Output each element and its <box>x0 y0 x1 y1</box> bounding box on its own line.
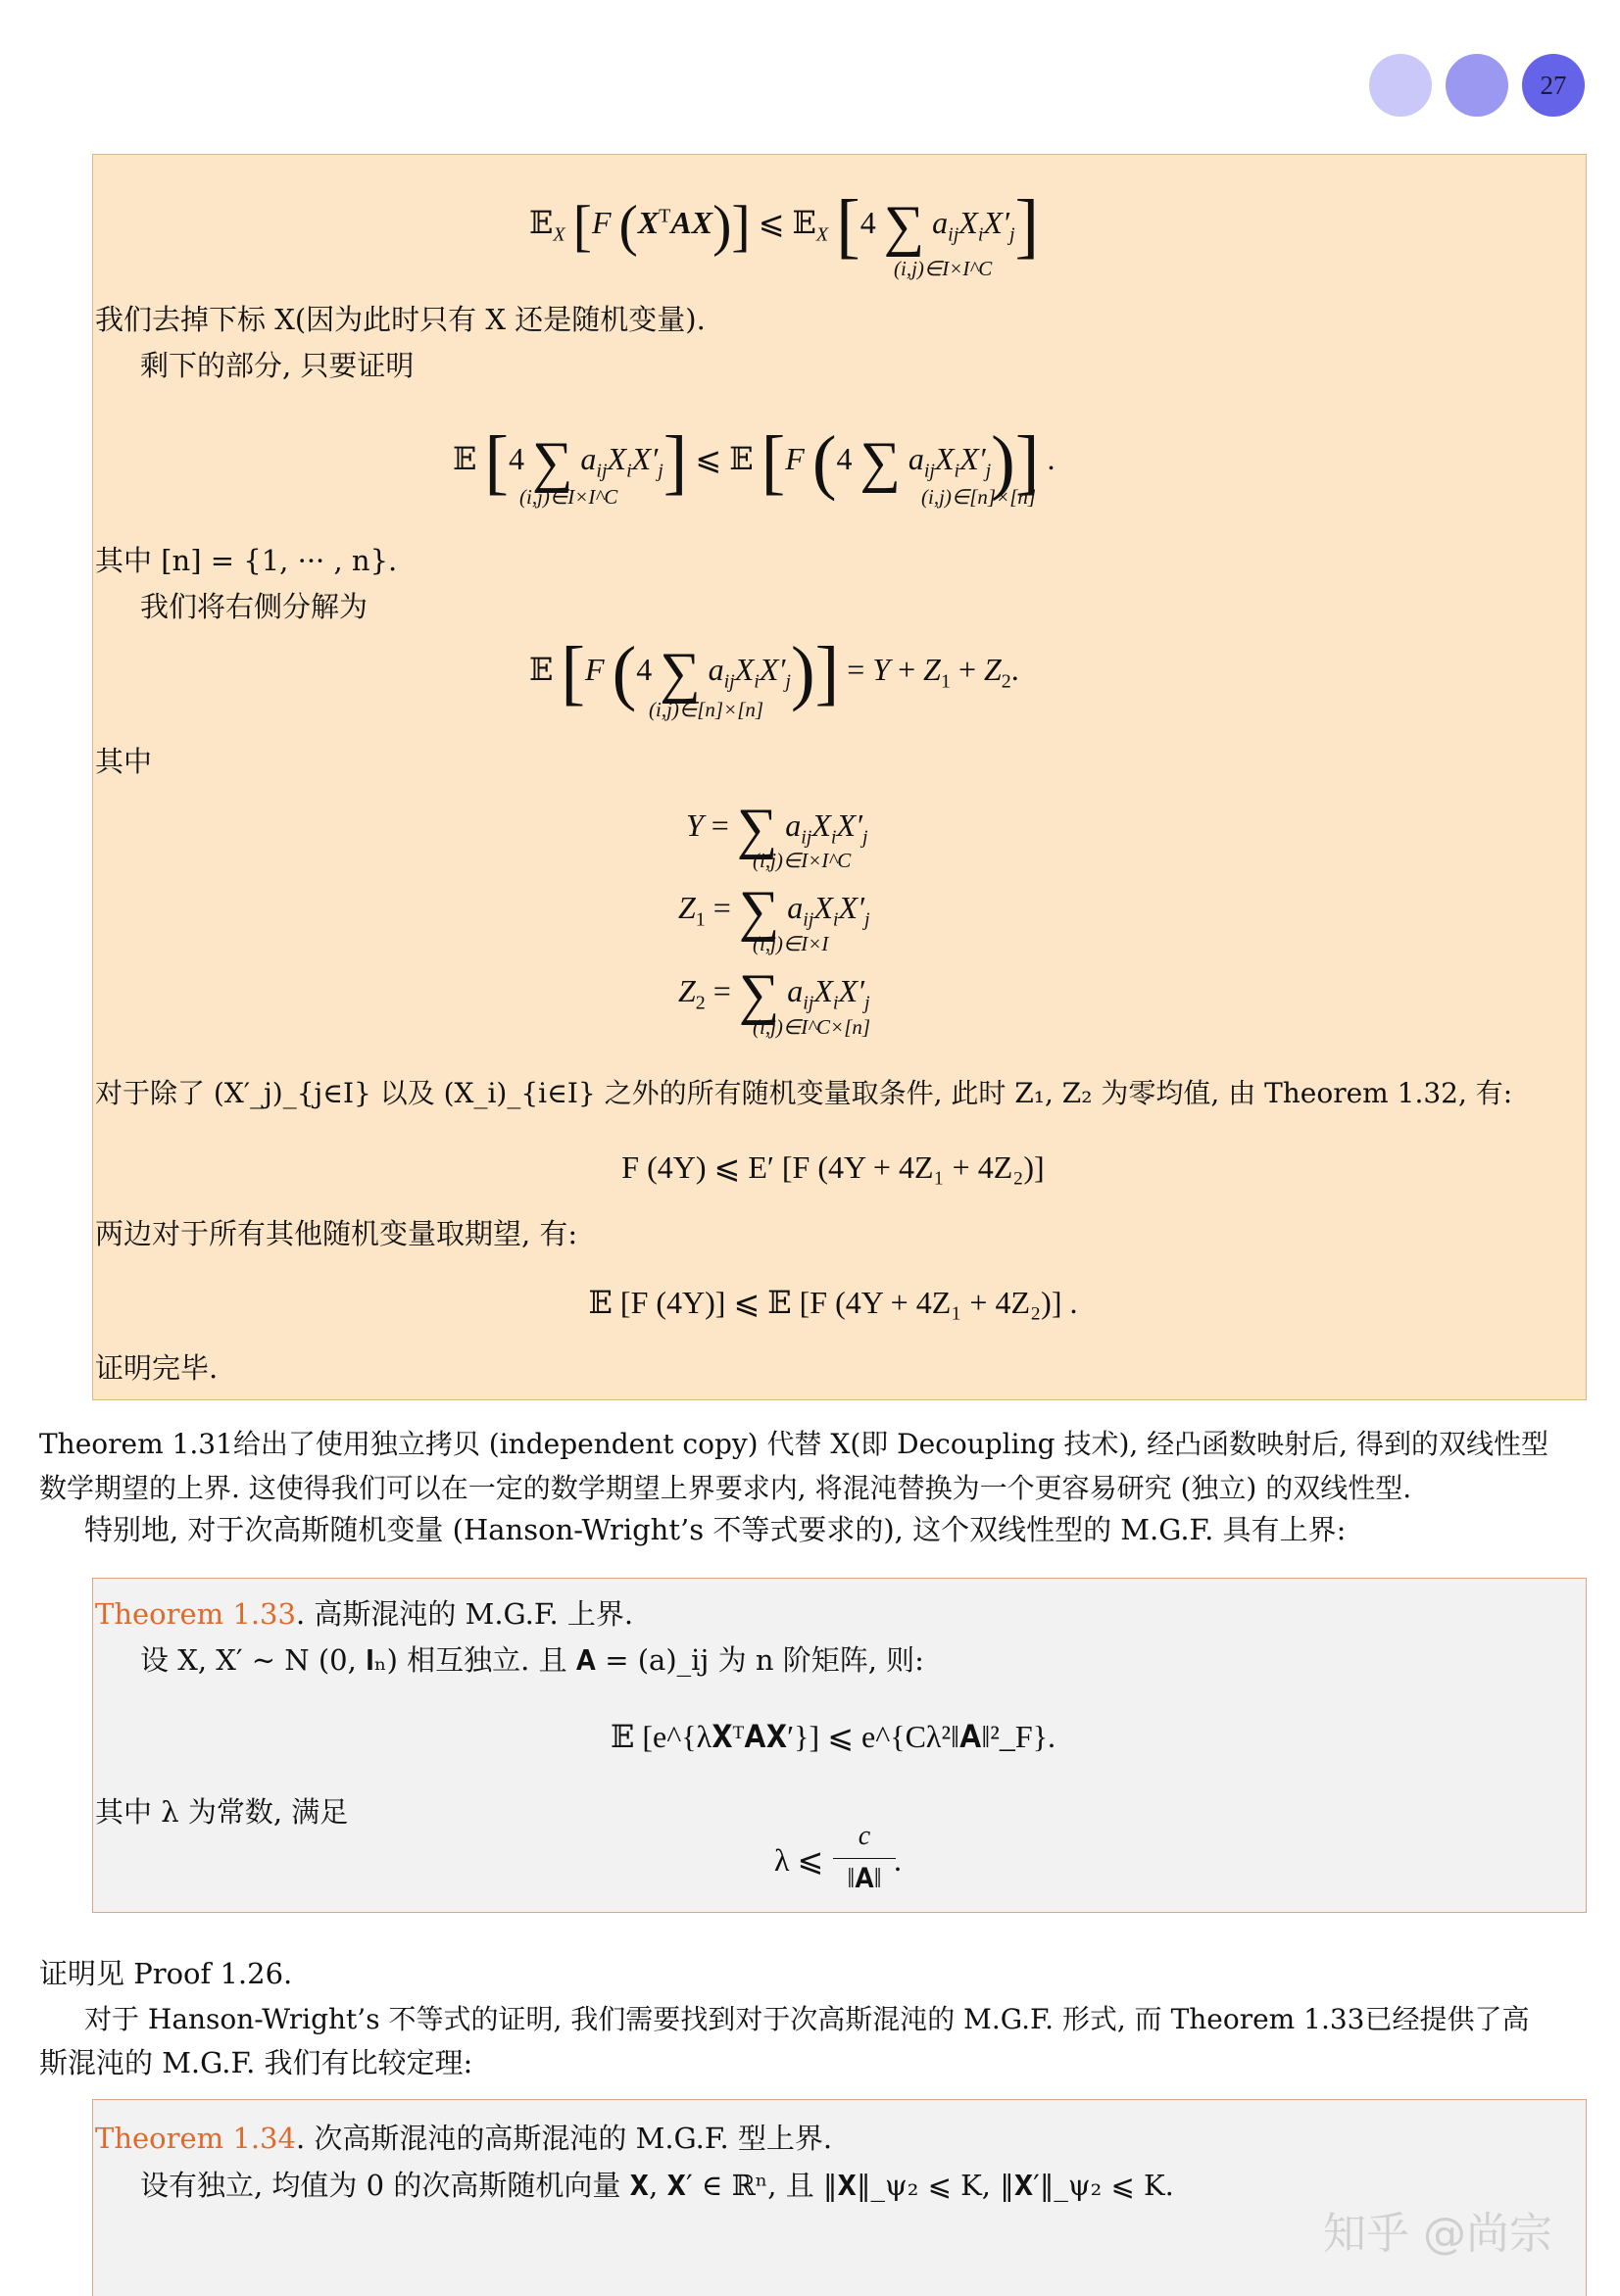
para1-line1: Theorem 1.31给出了使用独立拷贝 (independent copy) 代替 X(即 Decoupling 技术), 经凸函数映射后, 得到的双线性型 <box>39 1428 1548 1460</box>
proof-eq-y-sub: (i,j)∈I×I^C <box>753 849 852 872</box>
proof-line-6: 对于除了 (X′_j)_{j∈I} 以及 (X_i)_{i∈I} 之外的所有随机变量取条件, 此时 Z₁, Z₂ 为零均值, 由 Theorem 1.32, 有: <box>95 1077 1513 1109</box>
para4-line2: 斯混沌的 M.G.F. 我们有比较定理: <box>39 2046 473 2079</box>
proof-line-8: 证明完毕. <box>95 1351 219 1385</box>
proof-eq-y: Y = ∑ $a_{ij}X_iX'_j$ <box>686 796 868 860</box>
proof-eq2: 𝔼 [4 ∑ $a_{ij}X_iX'_j$] ⩽ 𝔼 [F (4 ∑ $a_{ij}X_iX'_j$)] . <box>453 421 1055 503</box>
theorem-1-33-eq2 <box>774 1821 921 1899</box>
proof-eq-z1: $Z_1$ = ∑ $a_{ij}X_iX'_j$ <box>678 878 870 943</box>
theorem-1-34-line1: 设有独立, 均值为 0 的次高斯随机向量 𝐗, 𝐗′ ∈ ℝⁿ, 且 ‖𝐗‖_ψ₂ ⩽ K, ‖𝐗′‖_ψ₂ ⩽ K. <box>140 2169 1174 2202</box>
para1-line2: 数学期望的上界. 这使得我们可以在一定的数学期望上界要求内, 将混沌替换为一个更容易研究 (独立) 的双线性型. <box>39 1472 1412 1504</box>
proof-eq-z2-sub: (i,j)∈I^C×[n] <box>753 1015 871 1039</box>
para2: 特别地, 对于次高斯随机变量 (Hanson-Wright’s 不等式要求的), 这个双线性型的 M.G.F. 具有上界: <box>84 1513 1347 1546</box>
proof-box <box>92 154 1587 1400</box>
proof-eq5: 𝔼 [F (4Y)] ⩽ 𝔼 [F (4Y + 4Z₁ + 4Z₂)] . <box>588 1285 1078 1320</box>
theorem-1-34-label: Theorem 1.34 <box>95 2122 296 2155</box>
proof-line-5: 其中 <box>95 745 153 778</box>
proof-eq2-sub2: (i,j)∈[n]×[n] <box>921 485 1037 509</box>
eq2-numerator: c <box>858 1821 871 1851</box>
proof-eq3: 𝔼 [F (4 ∑ $a_{ij}X_iX'_j)] = Y + Z_1 + Z_2$. <box>529 632 1019 713</box>
eq2-denominator: ‖𝐀‖ <box>847 1864 882 1894</box>
proof-eq-z2: $Z_2$ = ∑ $a_{ij}X_iX'_j$ <box>678 961 870 1026</box>
proof-eq1: 𝔼$_X$ [F $(X^TAX)$] ⩽ 𝔼$_X$ [4 ∑ $a_{ij}X_iX'_j$] <box>529 185 1040 267</box>
decor-circle-mid <box>1446 54 1508 117</box>
proof-line-3: 其中 [n] = {1, ··· , n}. <box>95 544 398 577</box>
proof-line-4: 我们将右侧分解为 <box>140 590 368 623</box>
proof-eq-z1-sub: (i,j)∈I×I <box>753 932 829 955</box>
theorem-1-33-line2: 其中 λ 为常数, 满足 <box>95 1795 349 1829</box>
fraction-bar <box>833 1858 896 1859</box>
theorem-1-33-title: . 高斯混沌的 M.G.F. 上界. <box>295 1597 634 1631</box>
page-number-badge <box>1522 54 1585 117</box>
proof-eq1-sub: (i,j)∈I×I^C <box>894 257 993 280</box>
theorem-1-33-line1: 设 X, X′ ∼ N (0, 𝐈ₙ) 相互独立. 且 𝐀 = (a)_ij 为 n 阶矩阵, 则: <box>140 1643 924 1677</box>
proof-eq4: F (4Y) ⩽ E′ [F (4Y + 4Z₁ + 4Z₂)] <box>621 1149 1045 1185</box>
proof-eq2-sub1: (i,j)∈I×I^C <box>519 485 618 509</box>
theorem-1-34-heading <box>95 2120 832 2157</box>
eq2-tail: . <box>894 1842 902 1878</box>
theorem-1-34-title: . 次高斯混沌的高斯混沌的 M.G.F. 型上界. <box>295 2122 833 2155</box>
proof-line-7: 两边对于所有其他随机变量取期望, 有: <box>95 1217 578 1250</box>
page-number: 27 <box>1540 70 1567 100</box>
para3: 证明见 Proof 1.26. <box>39 1957 293 1990</box>
theorem-1-33-label: Theorem 1.33 <box>95 1597 296 1631</box>
proof-line-1: 我们去掉下标 X(因为此时只有 X 还是随机变量). <box>95 303 706 336</box>
para4-line1: 对于 Hanson-Wright’s 不等式的证明, 我们需要找到对于次高斯混沌的 M.G.F. 形式, 而 Theorem 1.33已经提供了高 <box>84 2003 1530 2035</box>
theorem-1-33-eq: 𝔼 [e^{λ𝐗ᵀ𝐀𝐗′}] ⩽ e^{Cλ²‖𝐀‖²_F}. <box>610 1719 1056 1754</box>
eq2-left: λ ⩽ <box>774 1842 824 1878</box>
proof-eq3-sub: (i,j)∈[n]×[n] <box>649 698 764 721</box>
theorem-1-33-heading <box>95 1595 633 1633</box>
proof-line-2: 剩下的部分, 只要证明 <box>140 349 415 382</box>
watermark: 知乎 @尚宗 <box>1323 2209 1552 2259</box>
decor-circle-light <box>1369 54 1432 117</box>
